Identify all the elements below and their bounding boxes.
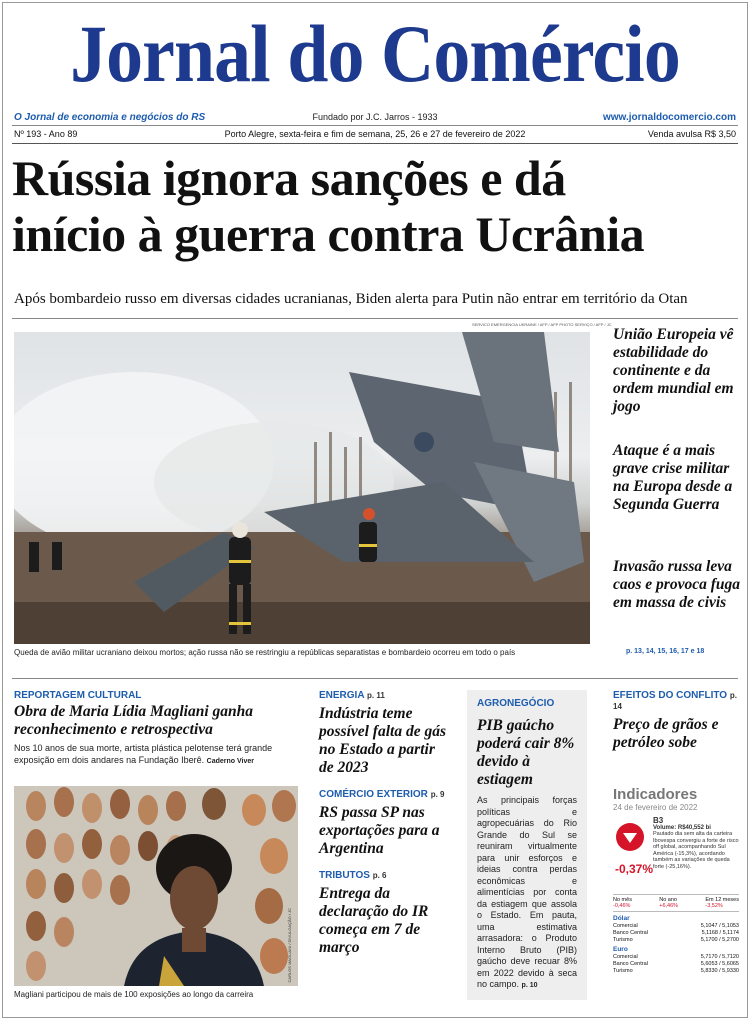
artwork-photo (14, 786, 298, 986)
table-row: Comercial 5,1047 / 5,1053 (613, 922, 739, 929)
lead-photo (14, 332, 590, 644)
agro-ref: p. 10 (521, 982, 538, 989)
indicators (613, 786, 739, 974)
masthead-title: Jornal do Comércio (70, 8, 680, 99)
energy-label: ENERGIA p. 11 (319, 690, 385, 701)
euro-title: Euro (613, 946, 628, 953)
divider (12, 125, 738, 126)
artwork-caption: Magliani participou de mais de 100 exposições ao longo da carreira (14, 990, 254, 999)
table-row: Banco Central 5,6053 / 5,6065 (613, 960, 739, 967)
teaser-crisis[interactable]: Ataque é a mais grave crise militar na Europa desde a Segunda Guerra (613, 442, 733, 513)
indicators-date: 24 de fevereiro de 2022 (613, 803, 698, 812)
cultural-section-label: REPORTAGEM CULTURAL (14, 690, 142, 701)
table-row: Comercial 5,7170 / 5,7120 (613, 953, 739, 960)
conflict-headline[interactable]: Preço de grãos e petróleo sobe (613, 716, 719, 751)
divider (12, 143, 738, 144)
teaser-page-refs: p. 13, 14, 15, 16, 17 e 18 (626, 648, 705, 655)
middle-column (319, 690, 449, 957)
table-row: Turismo 5,1700 / 5,2700 (613, 936, 739, 943)
agro-body-text: As principais forças políticas e agropecuárias do Rio Grande do Sul se reuniram virtualmente para unir esforços e ideias contra perdas econômicas e alimentícias por conta da estiagem que assola o Estado. Em pauta, uma estimativa arrasadora: o Produto Interno Bruto (PIB) gaúcho deve recuar 8% em 2022 devido à seca no campo. (477, 795, 577, 989)
teaser-eu[interactable]: União Europeia vê estabilidade do continente e da ordem mundial em jogo (613, 326, 734, 415)
agro-box (467, 690, 587, 1000)
lead-headline-line2: início à guerra contra Ucrânia (12, 206, 645, 262)
masthead-tagline: O Jornal de economia e negócios do RS (14, 112, 206, 123)
lead-photo-caption: Queda de avião militar ucraniano deixou mortos; ação russa não se restringiu a repúblicas separatistas e bombardeio ocorreu em todo o país (14, 648, 516, 657)
dollar-table (613, 922, 739, 943)
lead-headline-line1: Rússia ignora sanções e dá (12, 150, 566, 206)
period-row (613, 894, 739, 912)
energy-headline[interactable]: Indústria teme possível falta de gás no Estado a partir de 2023 (319, 705, 446, 776)
cultural-body (14, 743, 298, 767)
masthead-website[interactable]: www.jornaldocomercio.com (603, 112, 736, 123)
agro-label: AGRONEGÓCIO (477, 698, 555, 709)
cultural-body-text: Nos 10 anos de sua morte, artista plástica pelotense terá grande exposição em dois andares na Fundação Iberê. (14, 743, 273, 765)
period-12m: Em 12 meses -3,52% (705, 897, 739, 909)
table-row: Banco Central 5,1168 / 5,1174 (613, 929, 739, 936)
taxes-label: TRIBUTOS p. 6 (319, 870, 387, 881)
divider (12, 318, 738, 319)
photo-credit: SERVICO EMERGENCIA UKRAINE / AFP / AFP PHOTO SERVIÇO / AFP / JC (472, 322, 612, 327)
divider (12, 678, 738, 679)
cultural-headline[interactable]: Obra de Maria Lídia Magliani ganha reconhecimento e retrospectiva (14, 703, 253, 738)
masks-illustration (14, 786, 298, 986)
plane-crash-illustration (14, 332, 590, 644)
right-column (613, 690, 739, 974)
masthead-founded: Fundado por J.C. Jarros - 1933 (312, 112, 438, 122)
agro-headline[interactable]: PIB gaúcho poderá cair 8% devido à estiagem (477, 717, 575, 788)
teaser-refugees[interactable]: Invasão russa leva caos e provoca fuga em massa de civis (613, 558, 740, 611)
b3-change: -0,37% (615, 862, 654, 876)
dollar-title: Dólar (613, 915, 630, 922)
conflict-label: EFEITOS DO CONFLITO p. 14 (613, 690, 737, 711)
down-arrow-icon (615, 822, 645, 852)
story-trade (319, 789, 449, 858)
story-taxes (319, 870, 449, 957)
b3-index: B3 (653, 816, 664, 825)
cultural-ref: Caderno Viver (206, 757, 254, 765)
period-year: No ano +6,46% (659, 897, 679, 909)
story-energy (319, 690, 449, 777)
table-row: Turismo 5,8330 / 5,9330 (613, 967, 739, 974)
indicators-title: Indicadores (613, 786, 698, 803)
cultural-story (14, 690, 298, 767)
euro-table (613, 953, 739, 974)
agro-body (477, 795, 577, 992)
b3-note: Pautado dia sem alta da carteira Ibovespa convergiu a forte de risco off global, acompanhando Sul América (-15,3%), acordando também as variações de queda forte (-25,16%). (653, 831, 739, 870)
trade-headline[interactable]: RS passa SP nas exportações para a Argentina (319, 804, 440, 857)
lead-subhead: Após bombardeio russo em diversas cidades ucranianas, Biden alerta para Putin não entrar em território da Otan (14, 291, 688, 307)
issue-number: Nº 193 - Ano 89 (14, 129, 78, 139)
taxes-headline[interactable]: Entrega da declaração do IR começa em 7 de março (319, 885, 429, 956)
price: Venda avulsa R$ 3,50 (647, 129, 736, 139)
b3-block (613, 818, 739, 888)
artwork-photo-credit: CARLOS MAGLIANI / DIVULGAÇÃO / JC (287, 907, 292, 982)
b3-text (653, 818, 739, 870)
b3-volume: Volume: R$40,552 bi (653, 824, 711, 831)
period-month: No mês -0,46% (613, 897, 632, 909)
trade-label: COMÉRCIO EXTERIOR p. 9 (319, 789, 445, 800)
lead-headline (12, 150, 742, 262)
dateline: Porto Alegre, sexta-feira e fim de semana, 25, 26 e 27 de fevereiro de 2022 (224, 129, 526, 139)
